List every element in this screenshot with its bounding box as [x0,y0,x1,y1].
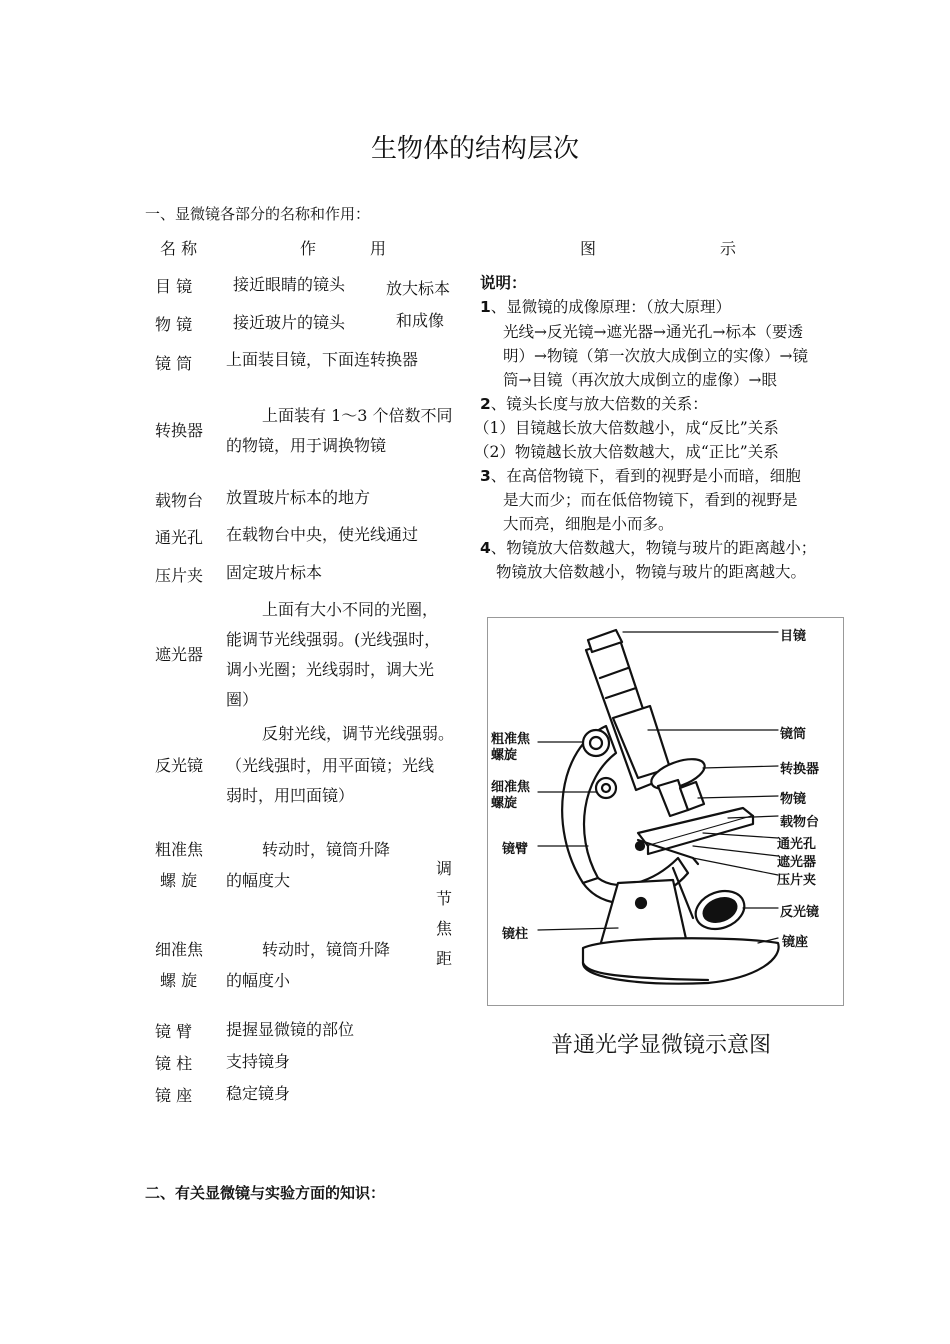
notes-heading: 说明： [480,274,527,292]
part-desc-coarse-1: 转动时，镜筒升降 [262,840,391,859]
part-desc-hole: 在载物台中央，使光线通过 [226,525,419,544]
part-desc-mirror-3: 弱时，用凹面镜） [226,786,355,805]
section-2-heading: 二、有关显微镜与实验方面的知识： [145,1184,386,1202]
header-func-2: 用 [370,239,387,258]
part-name-base: 镜 座 [155,1086,193,1105]
base-shape [583,938,779,983]
part-name-hole: 通光孔 [155,528,204,547]
microscope-figure [487,617,844,1006]
note-4-number: 4 [480,539,491,557]
note-2-text: 、镜头长度与放大倍数的关系： [490,395,708,413]
note-1-text: 、显微镜的成像原理：（放大原理） [490,298,732,316]
fig-label-mirror: 反光镜 [780,905,820,920]
part-name-tube: 镜 筒 [155,354,193,373]
header-func-1: 作 [300,239,317,258]
part-desc-stage: 放置玻片标本的地方 [226,488,371,507]
fig-label-fine-1: 细准焦 [491,780,531,795]
fig-label-eyepiece: 目镜 [780,629,807,644]
note-2-a: （1）目镜越长放大倍数越小，成“反比”关系 [474,419,779,437]
part-name-clip: 压片夹 [155,566,204,585]
part-desc-mirror-2: （光线强时，用平面镜；光线 [226,756,435,775]
fig-label-stage: 载物台 [780,815,820,830]
note-3-text: 、在高倍物镜下，看到的视野是小而暗，细胞 [490,467,801,485]
part-name-stage: 载物台 [155,491,204,510]
page-title: 生物体的结构层次 [370,134,579,164]
magnify-text-2: 和成像 [396,311,445,330]
fig-label-tube: 镜筒 [780,727,807,742]
note-2-number: 2 [480,395,491,413]
fig-label-fine-2: 螺旋 [491,796,518,811]
fine-knob [596,778,616,798]
note-4-text: 、物镜放大倍数越大，物镜与玻片的距离越小； [490,539,817,557]
part-desc-arm: 提握显微镜的部位 [226,1020,355,1039]
header-name: 名 称 [160,239,198,258]
fig-label-coarse-1: 粗准焦 [491,732,531,747]
fig-label-objective: 物镜 [780,792,807,807]
part-name-diaphragm: 遮光器 [155,645,204,664]
fig-label-converter: 转换器 [780,762,820,777]
header-fig-1: 图 [580,239,597,258]
part-desc-base: 稳定镜身 [226,1084,291,1103]
part-desc-fine-1: 转动时，镜筒升降 [262,940,391,959]
part-desc-objective: 接近玻片的镜头 [233,313,346,332]
part-name-converter: 转换器 [155,421,204,440]
note-3-number: 3 [480,467,491,485]
section-1-heading: 一、显微镜各部分的名称和作用： [145,205,371,223]
focus-char-3: 焦 [436,919,453,938]
note-2 [480,392,708,414]
part-name-fine-2: 螺 旋 [160,971,198,990]
header-fig-2: 示 [720,239,737,258]
note-3-line-2: 是大而少；而在低倍物镜下，看到的视野是 [503,491,798,509]
part-name-eyepiece: 目 镜 [155,277,193,296]
note-3 [480,464,801,486]
part-desc-fine-2: 的幅度小 [226,971,291,990]
note-4-line-2: 物镜放大倍数越小，物镜与玻片的距离越大。 [496,563,807,581]
part-desc-diaphragm-1: 上面有大小不同的光圈， [262,600,439,619]
focus-char-1: 调 [436,859,453,878]
fig-label-arm: 镜臂 [502,842,529,857]
part-name-coarse-2: 螺 旋 [160,871,198,890]
part-name-arm: 镜 臂 [155,1022,193,1041]
fig-label-diaphragm: 遮光器 [777,855,817,870]
part-name-fine-1: 细准焦 [155,940,204,959]
magnify-text-1: 放大标本 [386,279,451,298]
part-desc-diaphragm-2: 能调节光线强弱。(光线强时， [226,630,441,649]
fig-label-pillar: 镜柱 [502,927,529,942]
part-desc-converter-2: 的物镜，用于调换物镜 [226,436,387,455]
part-desc-converter-1: 上面装有 1～3 个倍数不同 [262,406,453,425]
fig-label-base: 镜座 [782,935,809,950]
part-desc-diaphragm-4: 圈） [226,690,259,709]
figure-caption: 普通光学显微镜示意图 [551,1033,772,1058]
part-desc-diaphragm-3: 调小光圈；光线弱时，调大光 [226,660,435,679]
note-1-line-3: 明）→物镜（第一次放大成倒立的实像）→镜 [503,347,808,365]
part-name-coarse-1: 粗准焦 [155,840,204,859]
note-3-line-3: 大而亮，细胞是小而多。 [503,515,674,533]
fig-label-hole: 通光孔 [777,837,817,852]
note-1 [480,295,731,317]
part-name-mirror: 反光镜 [155,756,204,775]
part-desc-pillar: 支持镜身 [226,1052,291,1071]
fig-label-clip: 压片夹 [777,873,817,888]
note-2-b: （2）物镜越长放大倍数越大，成“正比”关系 [474,443,779,461]
part-desc-tube: 上面装目镜，下面连转换器 [226,350,419,369]
fig-label-coarse-2: 螺旋 [491,748,518,763]
part-desc-mirror-1: 反射光线，调节光线强弱。 [262,724,455,743]
part-desc-coarse-2: 的幅度大 [226,871,291,890]
note-1-line-2: 光线→反光镜→遮光器→通光孔→标本（要透 [503,323,803,341]
focus-char-2: 节 [436,889,453,908]
part-desc-clip: 固定玻片标本 [226,563,323,582]
part-name-objective: 物 镜 [155,315,193,334]
part-desc-eyepiece: 接近眼睛的镜头 [233,275,346,294]
note-4 [480,536,816,558]
note-1-number: 1 [480,298,491,316]
note-1-line-4: 筒→目镜（再次放大成倒立的虚像）→眼 [503,371,777,389]
part-name-pillar: 镜 柱 [155,1054,193,1073]
coarse-knob [583,730,609,756]
focus-char-4: 距 [436,949,453,968]
